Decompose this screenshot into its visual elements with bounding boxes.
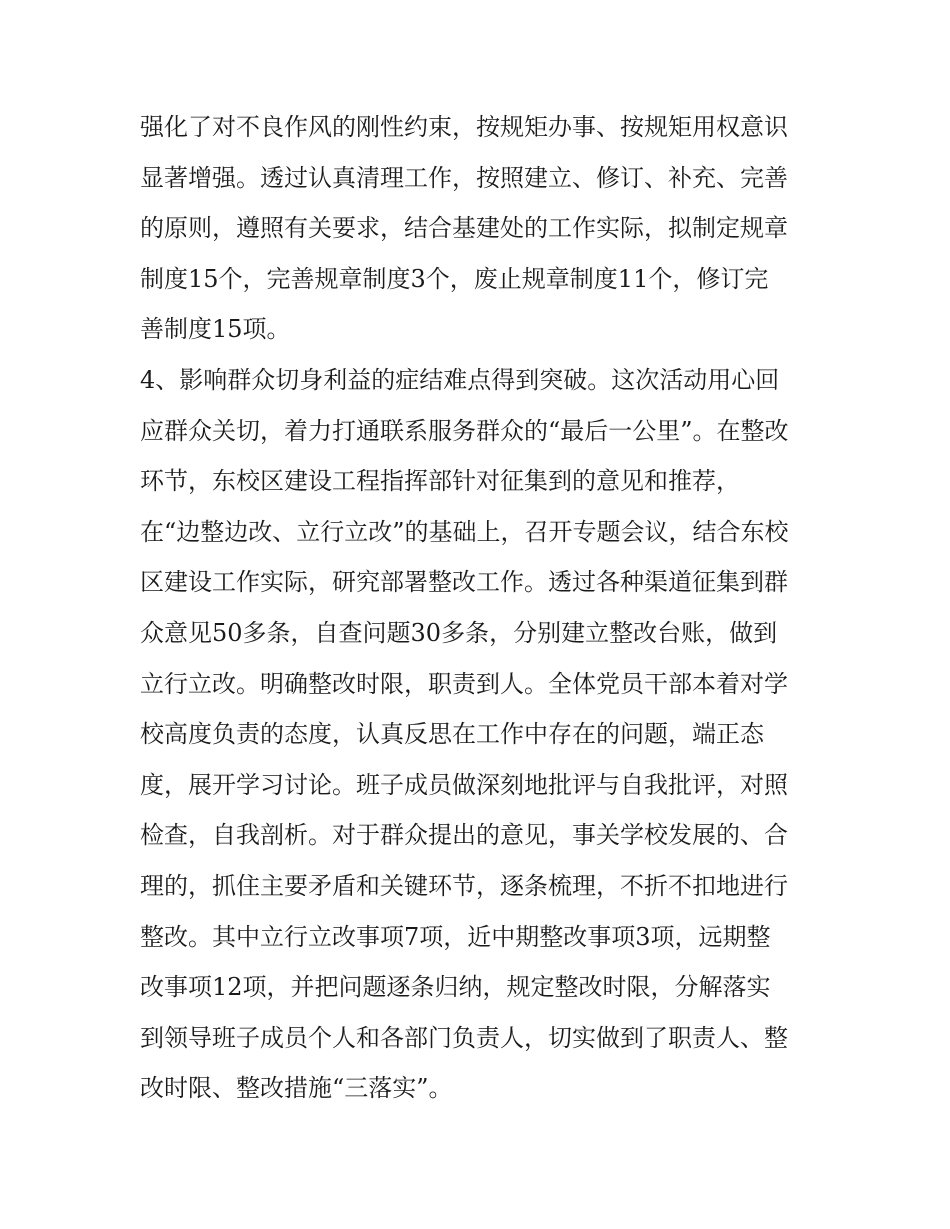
text-line: 理的，抓住主要矛盾和关键环节，逐条梳理，不折不扣地进行 [140,871,788,900]
text-line: 在“边整边改、立行立改”的基础上，召开专题会议，结合东校 [140,517,789,546]
text-line: 区建设工作实际，研究部署整改工作。透过各种渠道征集到群 [140,568,788,597]
text-line: 的原则，遵照有关要求，结合基建处的工作实际，拟制定规章 [140,214,788,243]
text-line: 应群众关切，着力打通联系服务群众的“最后一公里”。在整改 [140,416,789,445]
text-line: 善制度15项。 [140,315,291,344]
text-line: 改时限、整改措施“三落实”。 [140,1074,453,1103]
text-line: 改事项12项，并把问题逐条归纳，规定整改时限，分解落实 [140,973,771,1002]
text-line: 度，展开学习讨论。班子成员做深刻地批评与自我批评，对照 [140,770,788,799]
text-line: 强化了对不良作风的刚性约束，按规矩办事、按规矩用权意识 [140,113,788,141]
text-line: 4、影响群众切身利益的症结难点得到突破。这次活动用心回 [140,365,780,394]
text-line: 制度15个，完善规章制度3个，废止规章制度11个，修订完 [140,264,769,293]
body-text [140,102,820,1114]
text-line: 校高度负责的态度，认真反思在工作中存在的问题，端正态 [140,720,764,749]
text-line: 显著增强。透过认真清理工作，按照建立、修订、补充、完善 [140,163,788,192]
text-line: 众意见50多条，自查问题30多条，分别建立整改台账，做到 [140,618,778,647]
text-line: 到领导班子成员个人和各部门负责人，切实做到了职责人、整 [140,1023,788,1052]
text-line: 立行立改。明确整改时限，职责到人。全体党员干部本着对学 [140,669,788,698]
text-line: 检查，自我剖析。对于群众提出的意见，事关学校发展的、合 [140,821,788,850]
text-line: 整改。其中立行立改事项7项，近中期整改事项3项，远期整 [140,922,771,951]
text-line: 环节，东校区建设工程指挥部针对征集到的意见和推荐， [140,467,740,496]
